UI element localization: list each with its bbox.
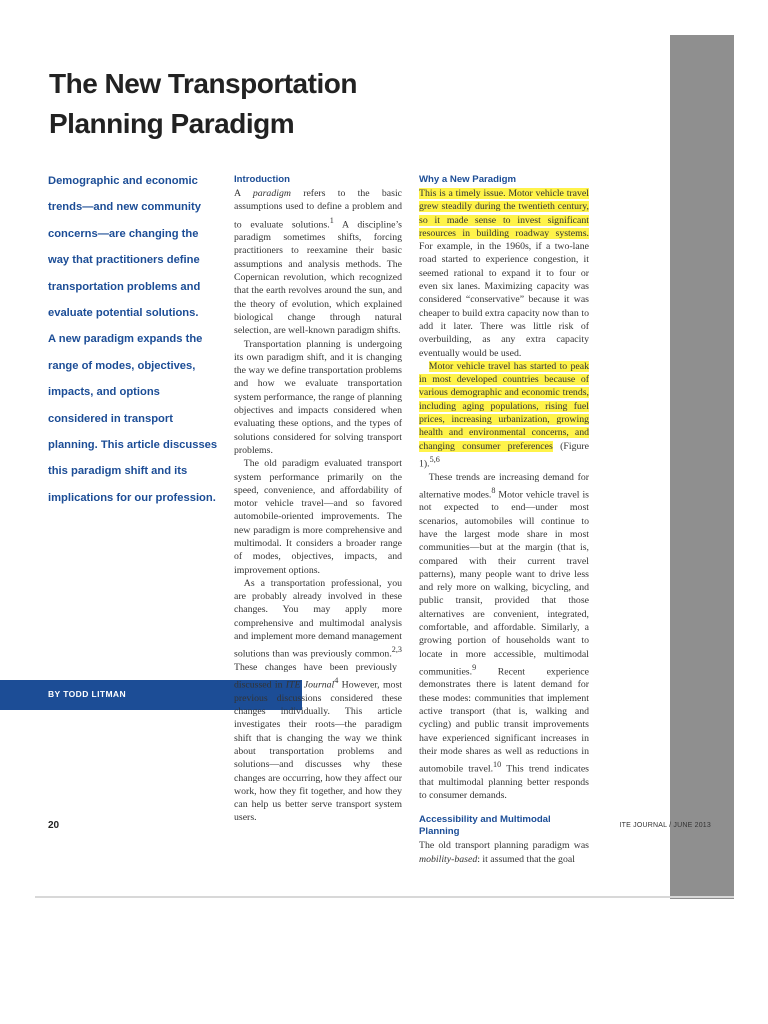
intro-paragraph-1: A paradigm refers to the basic assumptions used to define a problem and to evaluate solutions.$^1$ A discipline’s paradigm sometimes shifts, forcing practitioners to reexamine their basic assumptions and analysis methods. The Copernican revolution, which recognized that the earth revolves around the sun, and the theory of evolution, which explained biological change through natural selection, are well-known paradigm shifts. — [234, 188, 403, 337]
deck-paragraph-2: A new paradigm expands the range of modes, objectives, impacts, and options considered in transport planning. This article discusses this paradigm shift and its implications for our profession. — [48, 333, 218, 504]
footnote-ref: 8 — [491, 485, 496, 495]
highlighted-text: This is a timely issue. Motor vehicle travel grew steadily during the twentieth century, so it made sense to invest significant resources in building roadway systems. — [419, 188, 589, 239]
section-heading-why-new-paradigm: Why a New Paradigm — [419, 174, 517, 185]
section-heading-introduction: Introduction — [234, 174, 290, 185]
footnote-ref: 4 — [334, 676, 339, 686]
journal-footer: ITE JOURNAL / JUNE 2013 — [619, 822, 711, 829]
footnote-ref: 5,6 — [429, 454, 440, 464]
article-deck — [48, 168, 218, 511]
footnote-ref: 2,3 — [391, 645, 402, 655]
access-paragraph-1: The old transport planning paradigm was mobility-based: it assumed that the goal — [419, 840, 589, 865]
intro-paragraph-3: The old paradigm evaluated transport system performance primarily on the speed, convenience, and affordability of motor vehicle travel—and so favored automobile-oriented improvements. The new paradigm is more comprehensive and multimodal. It considers a broader range of modes, objectives, impacts, and improvement options. — [234, 458, 402, 576]
column-why-new-paradigm — [419, 174, 589, 866]
footnote-ref: 1 — [329, 215, 334, 225]
highlighted-text: Motor vehicle travel has started to peak in most developed countries because of various demographic and economic trends, including aging populations, rising fuel prices, increasing urbanization, growing health and environmental concerns, and changing consumer preferences — [419, 360, 589, 452]
deck-paragraph-1: Demographic and economic trends—and new community concerns—are changing the way that practitioners define transportation problems and evaluate potential solutions. — [48, 175, 201, 320]
footnote-ref: 10 — [493, 760, 502, 770]
scan-gutter — [670, 35, 734, 899]
why-paragraph-2: Motor vehicle travel has started to peak in most developed countries because of various demographic and economic trends, including aging populations, rising fuel prices, increasing urbanization, growing health and environmental concerns, and changing consumer preferences (Figure 1).$^{5,6}$ — [419, 360, 589, 470]
footnote-ref: 9 — [472, 662, 477, 672]
journal-title: ITE Journal — [285, 679, 335, 691]
column-introduction — [234, 174, 402, 825]
page-bottom-edge — [35, 896, 734, 898]
why-paragraph-1: This is a timely issue. Motor vehicle travel grew steadily during the twentieth century, so it made sense to invest significant resources in building roadway systems. For example, in the 1960s, if a two-lane road started to experience congestion, it seemed rational to expand it to four or even six lanes. Maximizing capacity was considered “conservative” because it was cheaper to build extra capacity now than to add it later. There was little risk of overbuilding, as any extra capacity eventually would be used. — [419, 188, 589, 359]
article-title: The New Transportation Planning Paradigm — [49, 68, 357, 139]
page-number: 20 — [48, 820, 60, 831]
intro-paragraph-2: Transportation planning is undergoing its own paradigm shift, and it is changing the way we define transportation problems and how we evaluate transportation system performance, the range of planning objectives and impacts considered when evaluating these options, and the types of solutions considered for solving transport problems. — [234, 338, 402, 456]
intro-paragraph-4: As a transportation professional, you are probably already involved in these changes. You may apply more comprehensive and multimodal analysis and implement more demand management solutions than was previously common.$^{2,3}$ These changes have been previously discussed in ITE Journal$^4$ However, most previous discussions considered these changes individually. This article investigates their roots—the paradigm shift that is changing the way we think about transportation problems and solutions—and discusses why these changes are occurring, how they affect our work, how they fit together, and how they can help us better serve transport system users. — [234, 577, 402, 824]
term-paradigm: paradigm — [252, 188, 291, 199]
section-heading-accessibility: Accessibility and Multimodal Planning — [419, 814, 551, 838]
byline: BY TODD LITMAN — [48, 689, 127, 699]
term-mobility-based: mobility-based — [419, 853, 478, 865]
why-paragraph-3: These trends are increasing demand for alternative modes.$^8$ Motor vehicle travel is not expected to end—under most scenarios, automobiles will continue to have the largest mode share in most communities—but at the margin (that is, compared with their current travel patterns), many people want to drive less and rely more on walking, bicycling, and public transit, provided that those alternatives are convenient, integrated, comfortable, and affordable. Similarly, a growing portion of households want to locate in more accessible, multimodal communities.$^9$ Recent experience demonstrates there is latent demand for these modes: communities that implement active transport (that is, walking and cycling) and public transit improvements have experienced significant increases in their mode shares as well as reductions in automobile travel.$^{10}$ This trend indicates that multimodal planning better responds to consumer demands. — [419, 471, 589, 802]
